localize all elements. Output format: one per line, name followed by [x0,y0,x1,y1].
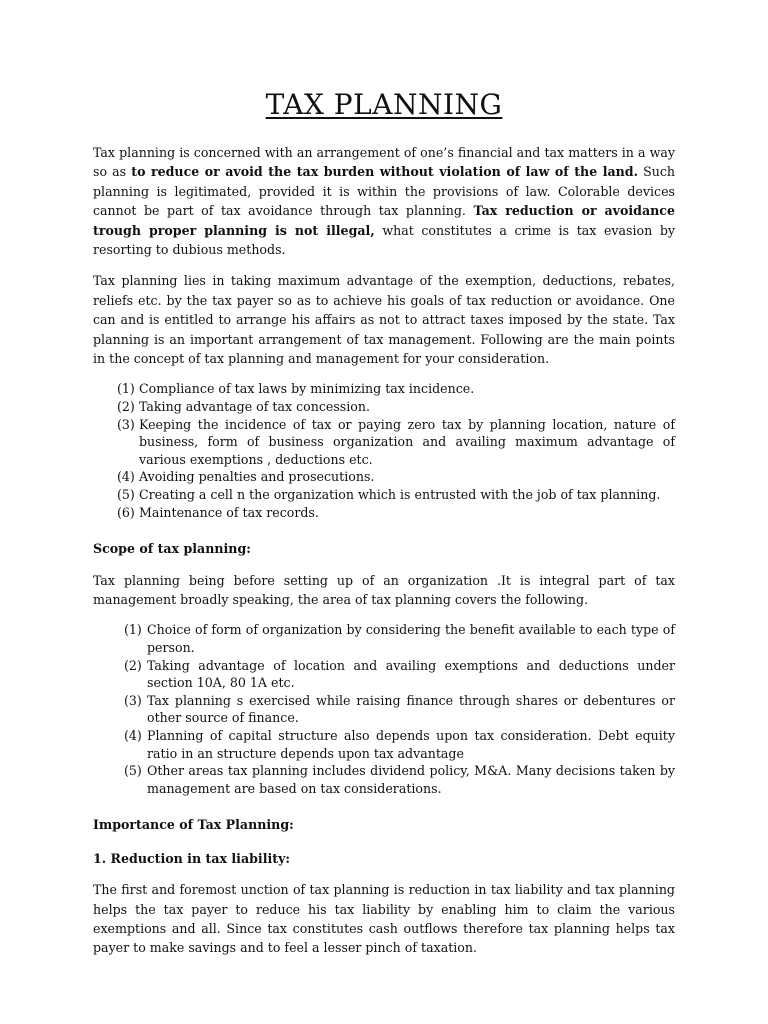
scope-heading: Scope of tax planning: [93,541,251,557]
intro-bold-2: Tax reduction or avoidance trough proper planning is not illegal, [93,203,675,238]
scope-points-list [93,621,675,797]
intro-paragraph [93,143,675,259]
intro-text-1: Tax planning is concerned with an arrangement of one’s financial and tax matters in a way so as [93,145,675,180]
list-item: (3) Keeping the incidence of tax or paying zero tax by planning location, nature of business, form of business organization and availing maximum advantage of various exemptions , deductions etc. [117,416,675,467]
intro-text-2: Such planning is legitimated, provided it is within the provisions of law. Colorable devices cannot be part of tax avoidance through tax planning. [93,164,675,219]
list-item: (3) Tax planning s exercised while raising finance through shares or debentures or other source of finance. [124,692,675,726]
list-item: (2) Taking advantage of tax concession. [117,399,370,415]
reduction-subheading: 1. Reduction in tax liability: [93,850,291,866]
intro-bold-1: to reduce or avoid the tax burden without violation of law of the land. [131,164,638,180]
list-item: (1) Choice of form of organization by considering the benefit available to each type of person. [124,622,675,656]
scope-paragraph: Tax planning being before setting up of an organization .It is integral part of tax management broadly speaking, the area of tax planning covers the following. [93,572,675,608]
list-item: (5) Creating a cell n the organization which is entrusted with the job of tax planning. [117,487,661,503]
page-title: TAX PLANNING [265,88,503,121]
intro-text-3: what constitutes a crime is tax evasion by resorting to dubious methods. [93,222,675,258]
list-item: (6) Maintenance of tax records. [117,504,319,520]
list-item: (5) Other areas tax planning includes dividend policy, M&A. Many decisions taken by management are based on tax considerations. [124,763,675,796]
concept-points-list [93,380,675,521]
list-item: (2) Taking advantage of location and availing exemptions and deductions under section 10A, 80 1A etc. [124,657,675,691]
importance-heading: Importance of Tax Planning: [93,817,294,833]
list-item: (4) Planning of capital structure also depends upon tax consideration. Debt equity ratio in an structure depends upon tax advantage [124,728,675,761]
list-item: (1) Compliance of tax laws by minimizing tax incidence. [117,381,475,397]
list-item: (4) Avoiding penalties and prosecutions. [117,469,375,485]
concept-paragraph: Tax planning lies in taking maximum advantage of the exemption, deductions, rebates, reliefs etc. by the tax payer so as to achieve his goals of tax reduction or avoidance. One can and is entitled to arrange his affairs as not to attract taxes imposed by the state. Tax planning is an important arrangement of tax management. Following are the main points in the concept of tax planning and management for your consideration. [93,273,675,367]
reduction-paragraph: The first and foremost unction of tax planning is reduction in tax liability and tax planning helps the tax payer to reduce his tax liability by enabling him to claim the various exemptions and all. Since tax constitutes cash outflows therefore tax planning helps tax payer to make savings and to feel a lesser pinch of taxation. [93,882,675,956]
